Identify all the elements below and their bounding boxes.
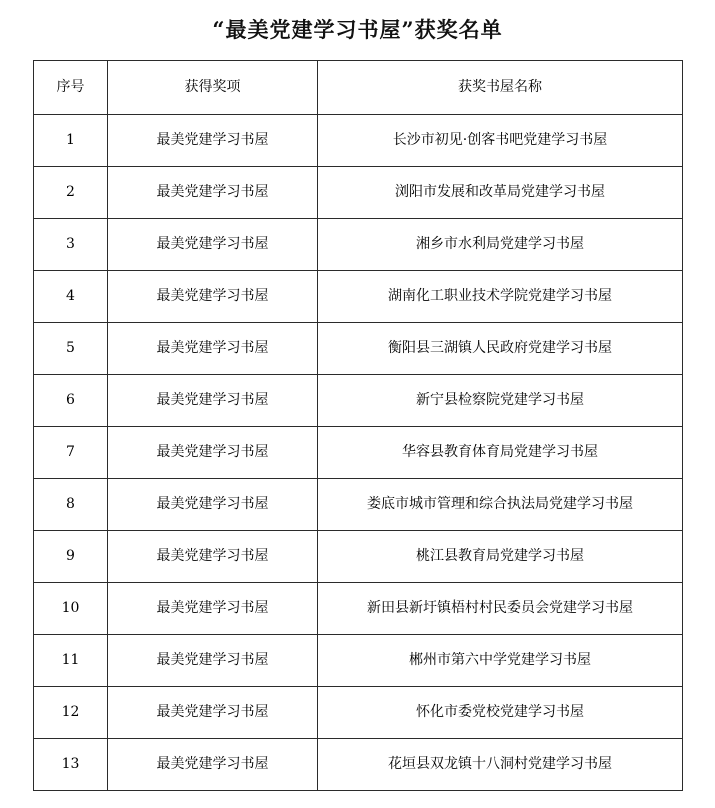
cell-name: 怀化市委党校党建学习书屋 xyxy=(318,687,683,739)
column-header-name: 获奖书屋名称 xyxy=(318,61,683,115)
cell-name: 湖南化工职业技术学院党建学习书屋 xyxy=(318,271,683,323)
cell-name: 娄底市城市管理和综合执法局党建学习书屋 xyxy=(318,479,683,531)
table-container xyxy=(0,60,715,791)
cell-award: 最美党建学习书屋 xyxy=(108,115,318,167)
cell-name: 长沙市初见·创客书吧党建学习书屋 xyxy=(318,115,683,167)
column-header-award: 获得奖项 xyxy=(108,61,318,115)
cell-name: 新田县新圩镇梧村村民委员会党建学习书屋 xyxy=(318,583,683,635)
cell-index: 3 xyxy=(34,219,108,271)
cell-index: 8 xyxy=(34,479,108,531)
cell-name: 湘乡市水利局党建学习书屋 xyxy=(318,219,683,271)
cell-index: 9 xyxy=(34,531,108,583)
cell-award: 最美党建学习书屋 xyxy=(108,739,318,791)
table-row xyxy=(34,167,683,219)
cell-index: 6 xyxy=(34,375,108,427)
cell-award: 最美党建学习书屋 xyxy=(108,219,318,271)
cell-award: 最美党建学习书屋 xyxy=(108,635,318,687)
cell-index: 13 xyxy=(34,739,108,791)
cell-index: 10 xyxy=(34,583,108,635)
cell-award: 最美党建学习书屋 xyxy=(108,167,318,219)
cell-award: 最美党建学习书屋 xyxy=(108,271,318,323)
cell-award: 最美党建学习书屋 xyxy=(108,375,318,427)
cell-index: 4 xyxy=(34,271,108,323)
cell-award: 最美党建学习书屋 xyxy=(108,427,318,479)
cell-name: 花垣县双龙镇十八洞村党建学习书屋 xyxy=(318,739,683,791)
table-row xyxy=(34,115,683,167)
cell-award: 最美党建学习书屋 xyxy=(108,479,318,531)
cell-name: 浏阳市发展和改革局党建学习书屋 xyxy=(318,167,683,219)
table-row xyxy=(34,687,683,739)
table-row xyxy=(34,479,683,531)
table-header-row xyxy=(34,61,683,115)
cell-index: 12 xyxy=(34,687,108,739)
table-row xyxy=(34,375,683,427)
cell-index: 2 xyxy=(34,167,108,219)
cell-name: 新宁县检察院党建学习书屋 xyxy=(318,375,683,427)
cell-index: 7 xyxy=(34,427,108,479)
page-title: “最美党建学习书屋”获奖名单 xyxy=(212,17,503,42)
cell-name: 桃江县教育局党建学习书屋 xyxy=(318,531,683,583)
cell-name: 衡阳县三湖镇人民政府党建学习书屋 xyxy=(318,323,683,375)
cell-index: 1 xyxy=(34,115,108,167)
table-row xyxy=(34,583,683,635)
cell-name: 华容县教育体育局党建学习书屋 xyxy=(318,427,683,479)
cell-award: 最美党建学习书屋 xyxy=(108,323,318,375)
table-body xyxy=(34,115,683,791)
table-row xyxy=(34,323,683,375)
cell-award: 最美党建学习书屋 xyxy=(108,531,318,583)
cell-name: 郴州市第六中学党建学习书屋 xyxy=(318,635,683,687)
cell-index: 5 xyxy=(34,323,108,375)
table-row xyxy=(34,427,683,479)
table-row xyxy=(34,531,683,583)
table-row xyxy=(34,739,683,791)
table-row xyxy=(34,635,683,687)
cell-index: 11 xyxy=(34,635,108,687)
table-row xyxy=(34,271,683,323)
cell-award: 最美党建学习书屋 xyxy=(108,583,318,635)
column-header-index: 序号 xyxy=(34,61,108,115)
table-header xyxy=(34,61,683,115)
cell-award: 最美党建学习书屋 xyxy=(108,687,318,739)
table-row xyxy=(34,219,683,271)
award-list-table xyxy=(33,60,683,791)
